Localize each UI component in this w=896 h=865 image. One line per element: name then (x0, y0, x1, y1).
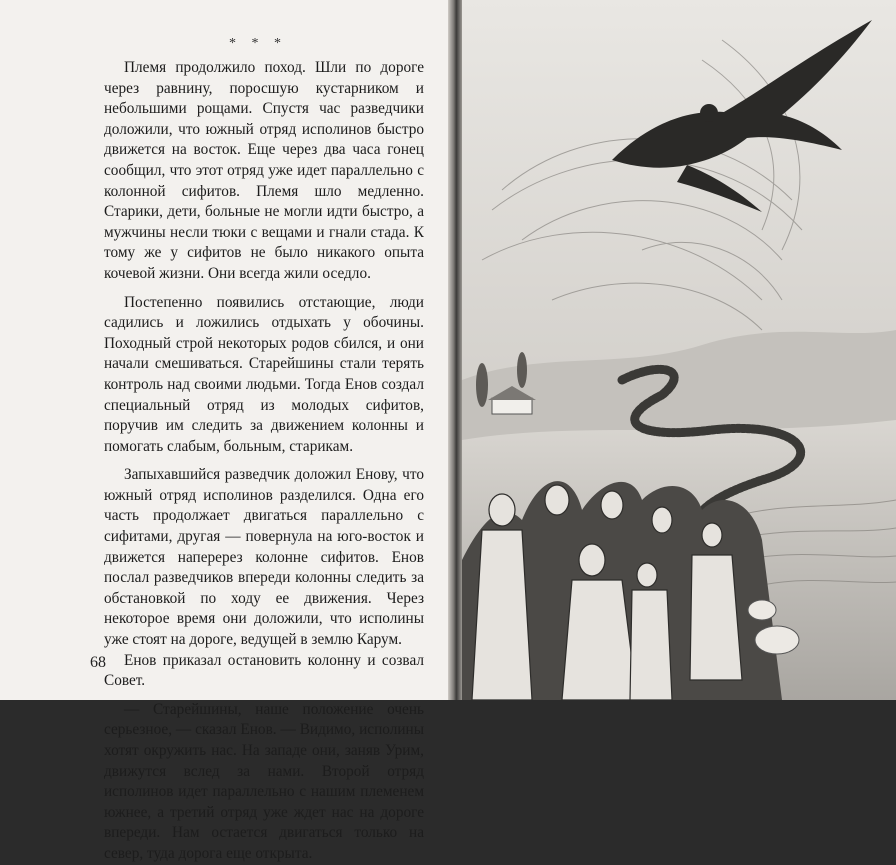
page-number: 68 (90, 654, 106, 671)
paragraph-1: Племя продолжило поход. Шли по дороге через равнину, поросшую кустарником и небольшими рощами. Спустя час разведчики доложили, что южный отряд исполинов быстро движется на восток. Еще через два часа гонец сообщил, что этот отряд уже идет параллельно с колонной сифитов. Племя шло медленно. Старики, дети, больные не могли идти быстро, а мужчины несли тюки с вещами и гнали стада. К тому же у сифитов не было никакого опыта кочевой жизни. Они всегда жили оседло. (104, 59, 424, 282)
paragraph-5: — Старейшины, наше положение очень серьезное, — сказал Енов. — Видимо, исполины хотят окружить нас. На западе они, заняв Урим, движутся вслед за нами. Второй отряд исполинов идет параллельно с нашим племенем южнее, а третий отряд уже ждет нас на дороге впереди. Нам остается двигаться только на север, туда дорога еще открыта. (104, 700, 424, 862)
paragraph-4: Енов приказал остановить колонну и созвал Совет. (104, 651, 424, 690)
illustration-migration-scene (462, 0, 896, 700)
right-page (462, 0, 896, 700)
paragraph-3: Запыхавшийся разведчик доложил Енову, что южный отряд исполинов разделился. Одна его часть продолжает двигаться параллельно с сифитами, другая — повернула на юго-восток и движется наперерез колонне сифитов. Енов послал разведчиков впереди колонны следить за обстановкой по ходу ее движения. Через некоторое время они доложили, что исполины уже стоят на дороге, ведущей в землю Карум. (104, 466, 424, 649)
text-block (104, 58, 424, 865)
section-ornament: * * * (229, 36, 287, 51)
book-gutter (448, 0, 462, 700)
paragraph-2: Постепенно появились отстающие, люди садились и ложились отдыхать у обочины. Походный строй некоторых родов сбился, и они начали смешиваться. Старейшины стали терять контроль над своими людьми. Тогда Енов создал специальный отряд из молодых сифитов, поручив им следить за движением колонны и помогать слабым, больным, старикам. (104, 293, 424, 455)
